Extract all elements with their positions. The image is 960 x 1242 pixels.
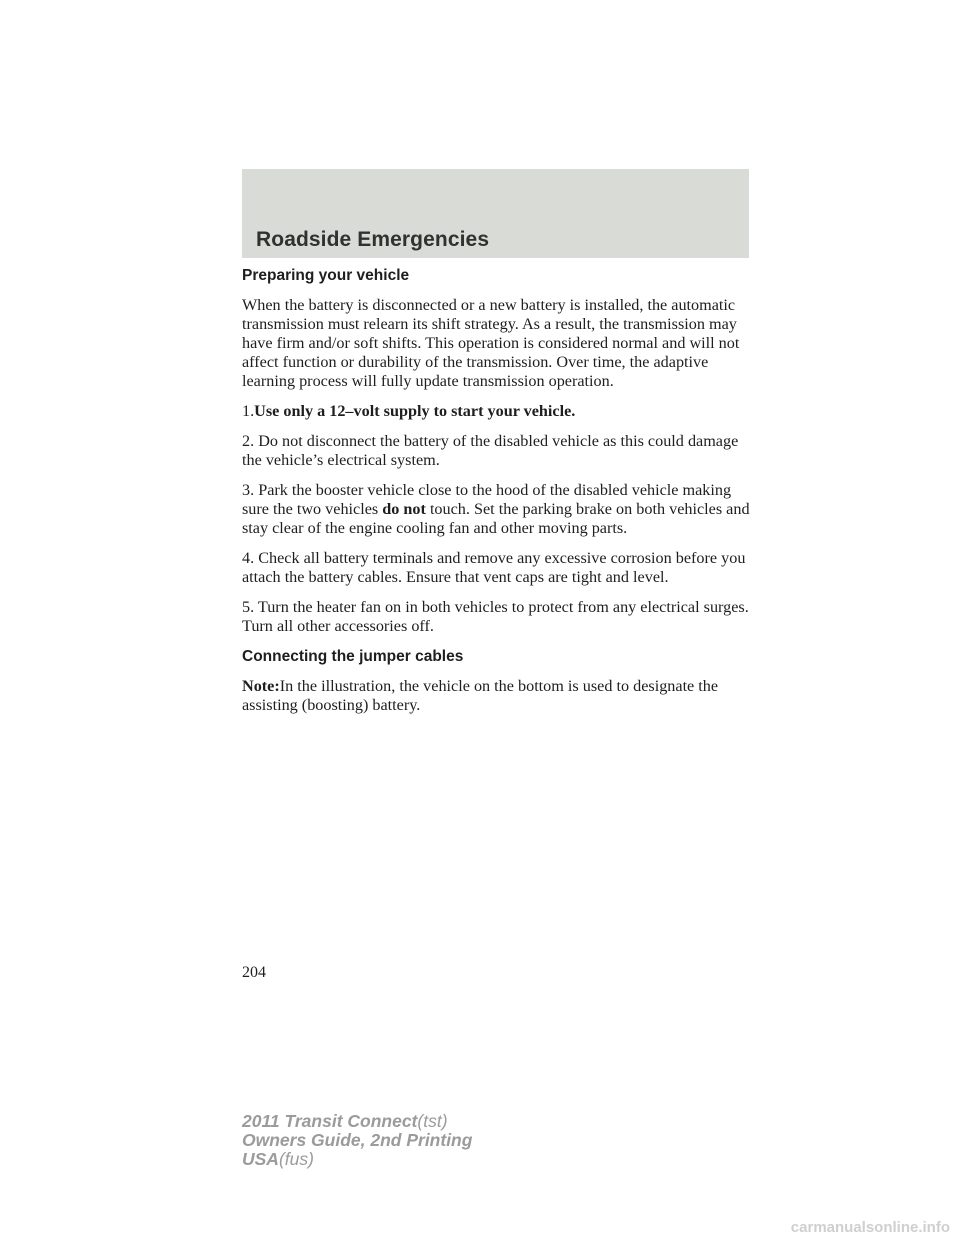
- page-number: 204: [242, 964, 266, 981]
- footer-line-1: [242, 1112, 472, 1131]
- footer-market-code: (fus): [278, 1149, 314, 1169]
- note-label: Note:: [242, 677, 280, 695]
- step-1-number: 1.: [242, 402, 255, 420]
- step-3: [242, 481, 757, 538]
- heading-connecting-cables: Connecting the jumper cables: [242, 648, 464, 665]
- footer-line-3: [242, 1150, 472, 1169]
- step-4: 4. Check all battery terminals and remove any excessive corrosion before you attach the battery cables. Ensure that vent caps are tight and level.: [242, 549, 746, 586]
- footer-model-code: (tst): [417, 1111, 448, 1131]
- section-header-band: [242, 169, 749, 258]
- step-2: 2. Do not disconnect the battery of the disabled vehicle as this could damage the vehicle’s electrical system.: [242, 432, 739, 469]
- step-1: [242, 402, 757, 421]
- step-3-text-pre: 3. Park the booster vehicle close to the hood of the disabled vehicle making sure the two vehicles: [242, 481, 732, 518]
- footer-line-2: Owners Guide, 2nd Printing: [242, 1130, 473, 1150]
- step-3-emphasis: do not: [382, 500, 426, 518]
- document-footer: [242, 1112, 472, 1169]
- watermark-text: carmanualsonline.info: [790, 1219, 950, 1236]
- intro-paragraph: When the battery is disconnected or a new battery is installed, the automatic transmission must relearn its shift strategy. As a result, the transmission may have firm and/or soft shifts. This operation is considered normal and will not affect function or durability of the transmission. Over time, the adaptive learning process will fully update transmission operation.: [242, 296, 740, 390]
- heading-preparing-vehicle: Preparing your vehicle: [242, 267, 410, 284]
- section-title: Roadside Emergencies: [256, 228, 490, 251]
- page-content: [242, 266, 757, 726]
- note-text: In the illustration, the vehicle on the bottom is used to designate the assisting (boosting) battery.: [242, 677, 719, 714]
- step-3-text-post: touch. Set the parking brake on both vehicles and stay clear of the engine cooling fan and other moving parts.: [242, 500, 750, 537]
- step-5: 5. Turn the heater fan on in both vehicles to protect from any electrical surges. Turn all other accessories off.: [242, 598, 749, 635]
- footer-model: 2011 Transit Connect: [242, 1111, 418, 1131]
- note-paragraph: [242, 677, 757, 715]
- step-1-text: Use only a 12–volt supply to start your vehicle.: [254, 402, 576, 420]
- footer-market: USA: [242, 1149, 279, 1169]
